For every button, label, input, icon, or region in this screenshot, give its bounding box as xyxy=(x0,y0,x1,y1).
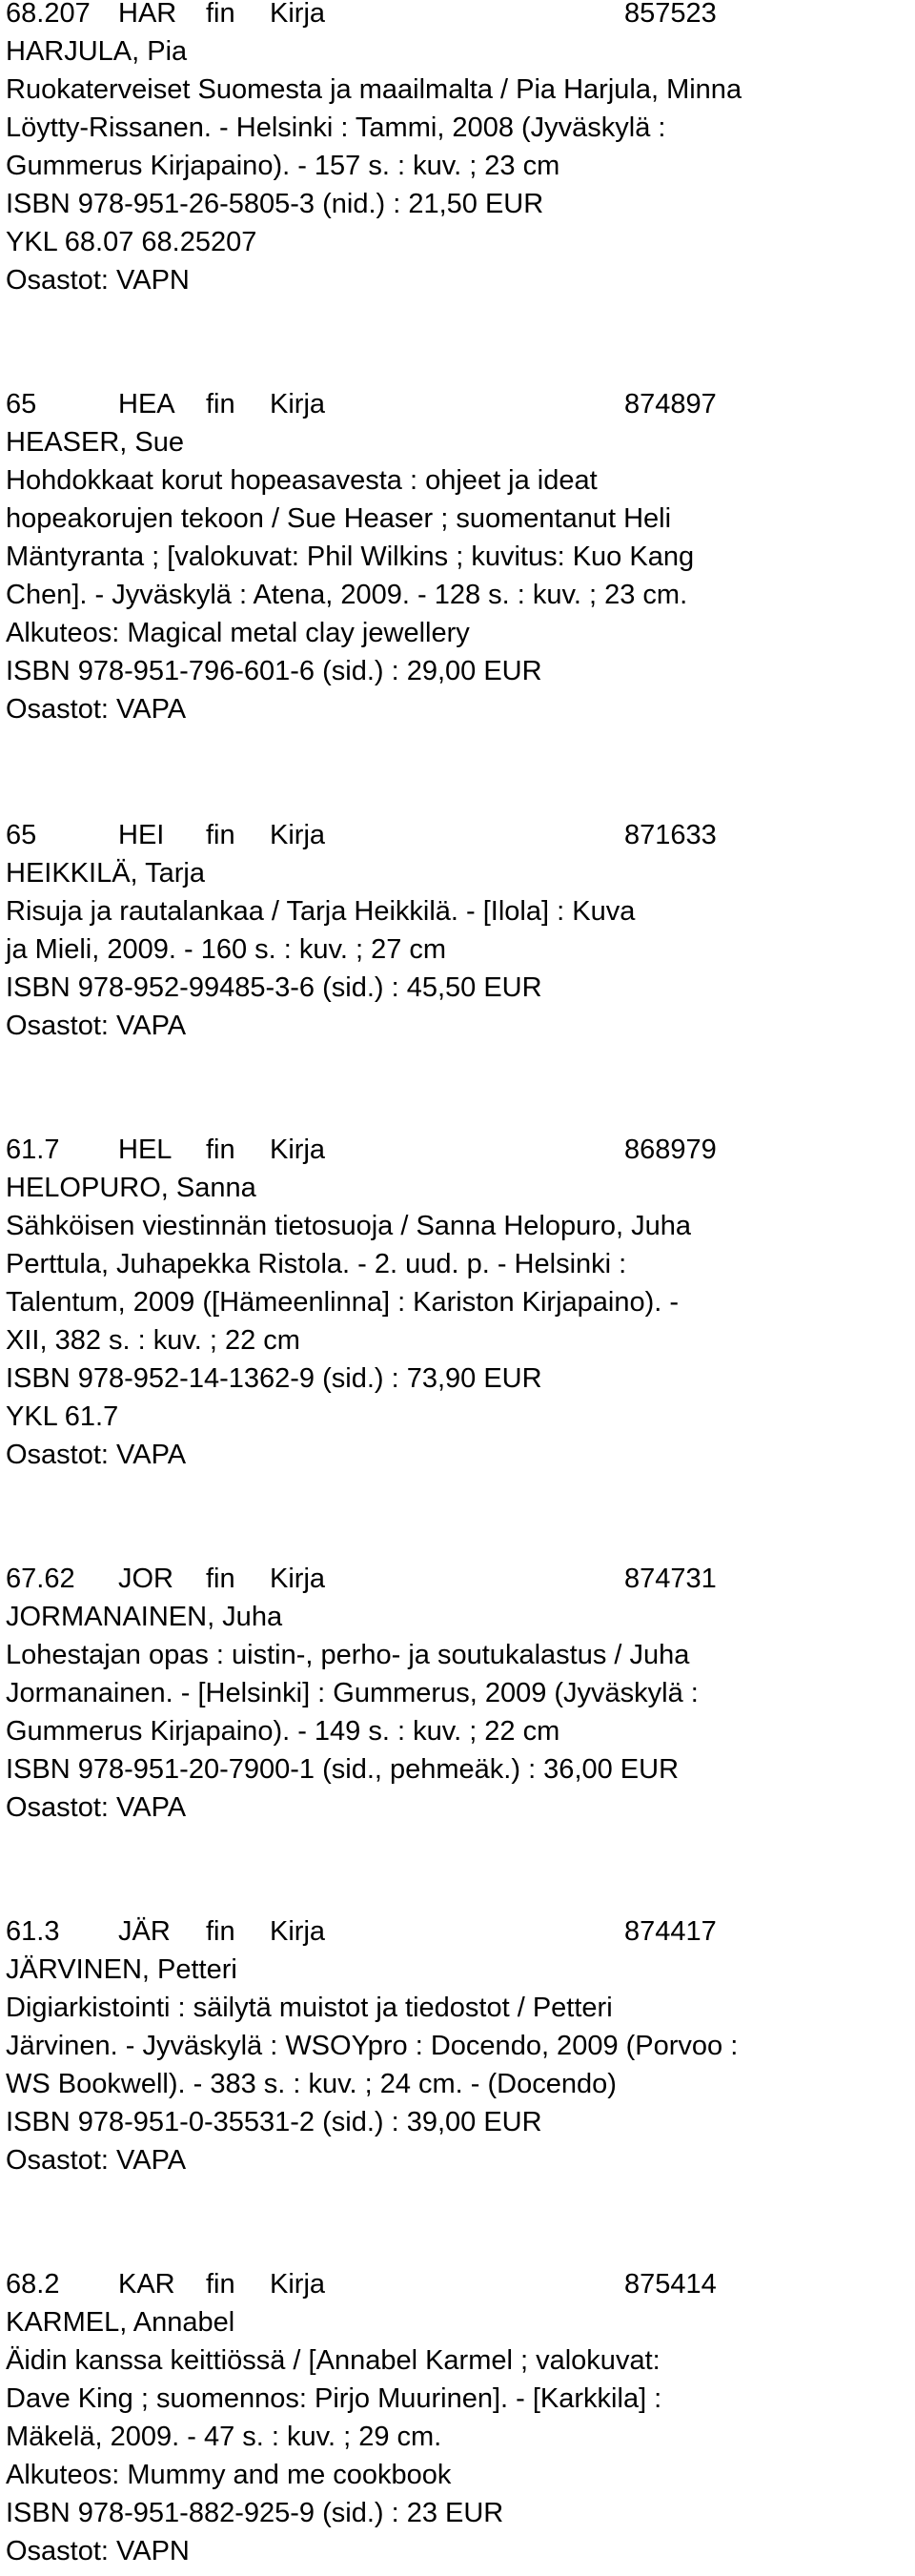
material-type: Kirja xyxy=(270,0,326,29)
entry-header xyxy=(6,816,911,854)
shelf-code: HAR xyxy=(118,0,177,29)
entry-header xyxy=(6,1560,911,1598)
entry-header xyxy=(6,2265,911,2303)
entry-departments: Osastot: VAPA xyxy=(6,694,187,725)
material-type: Kirja xyxy=(270,820,326,850)
catalog-entry xyxy=(6,816,911,1045)
entry-publication-line: WS Bookwell). - 383 s. : kuv. ; 24 cm. - (Docendo) xyxy=(6,2069,617,2099)
entry-isbn: ISBN 978-952-99485-3-6 (sid.) : 45,50 EUR xyxy=(6,972,542,1003)
entry-author: HELOPURO, Sanna xyxy=(6,1173,256,1203)
record-id: 874897 xyxy=(624,389,717,419)
entry-publication-line: Perttula, Juhapekka Ristola. - 2. uud. p. - Helsinki : xyxy=(6,1249,627,1279)
language-code: fin xyxy=(206,820,235,850)
entry-title-line: hopeakorujen tekoon / Sue Heaser ; suomentanut Heli xyxy=(6,503,672,534)
record-id: 875414 xyxy=(624,2269,717,2300)
classification-number: 68.207 xyxy=(6,0,91,29)
entry-header xyxy=(6,1912,911,1951)
material-type: Kirja xyxy=(270,1135,326,1165)
entry-publication-line: Talentum, 2009 ([Hämeenlinna] : Kariston Kirjapaino). - xyxy=(6,1287,680,1318)
entry-departments: Osastot: VAPN xyxy=(6,2536,190,2566)
classification-number: 61.7 xyxy=(6,1135,60,1165)
entry-publication-line: ja Mieli, 2009. - 160 s. : kuv. ; 27 cm xyxy=(6,934,447,965)
classification-number: 61.3 xyxy=(6,1916,60,1947)
entry-title-line: Lohestajan opas : uistin-, perho- ja soutukalastus / Juha xyxy=(6,1640,690,1670)
entry-publication-line: Löytty-Rissanen. - Helsinki : Tammi, 2008 (Jyväskylä : xyxy=(6,112,666,143)
language-code: fin xyxy=(206,389,235,419)
shelf-code: JÄR xyxy=(118,1916,171,1947)
entry-publication-line: Mäkelä, 2009. - 47 s. : kuv. ; 29 cm. xyxy=(6,2422,442,2452)
entry-departments: Osastot: VAPN xyxy=(6,265,190,296)
entry-ykl: YKL 61.7 xyxy=(6,1401,119,1432)
entry-title-line: Risuja ja rautalankaa / Tarja Heikkilä. - [Ilola] : Kuva xyxy=(6,896,636,927)
entry-isbn: ISBN 978-951-882-925-9 (sid.) : 23 EUR xyxy=(6,2498,504,2528)
record-id: 874731 xyxy=(624,1564,717,1594)
entry-title-line: Sähköisen viestinnän tietosuoja / Sanna Helopuro, Juha xyxy=(6,1211,692,1241)
language-code: fin xyxy=(206,0,235,29)
entry-publication-line: Gummerus Kirjapaino). - 157 s. : kuv. ; 23 cm xyxy=(6,151,560,181)
entry-author: HEASER, Sue xyxy=(6,427,184,458)
shelf-code: JOR xyxy=(118,1564,173,1594)
entry-original-title: Alkuteos: Mummy and me cookbook xyxy=(6,2460,452,2490)
classification-number: 68.2 xyxy=(6,2269,60,2300)
language-code: fin xyxy=(206,2269,235,2300)
record-id: 874417 xyxy=(624,1916,717,1947)
entry-isbn: ISBN 978-951-26-5805-3 (nid.) : 21,50 EUR xyxy=(6,189,544,219)
catalog-entry xyxy=(6,0,911,299)
entry-title-line: Hohdokkaat korut hopeasavesta : ohjeet ja ideat xyxy=(6,465,598,496)
entry-title-line: Dave King ; suomennos: Pirjo Muurinen]. - [Karkkila] : xyxy=(6,2383,662,2414)
entry-departments: Osastot: VAPA xyxy=(6,2145,187,2176)
entry-title-line: Mäntyranta ; [valokuvat: Phil Wilkins ; kuvitus: Kuo Kang xyxy=(6,542,695,572)
entry-header xyxy=(6,0,911,32)
entry-author: HEIKKILÄ, Tarja xyxy=(6,858,206,889)
entry-original-title: Alkuteos: Magical metal clay jewellery xyxy=(6,618,470,648)
entry-author: KARMEL, Annabel xyxy=(6,2307,235,2338)
catalog-entry xyxy=(6,1912,911,2179)
material-type: Kirja xyxy=(270,389,326,419)
entry-departments: Osastot: VAPA xyxy=(6,1792,187,1823)
entry-header xyxy=(6,385,911,423)
entry-author: JORMANAINEN, Juha xyxy=(6,1602,283,1632)
entry-title-line: Äidin kanssa keittiössä / [Annabel Karmel ; valokuvat: xyxy=(6,2345,661,2376)
shelf-code: HEL xyxy=(118,1135,173,1165)
classification-number: 67.62 xyxy=(6,1564,75,1594)
entry-isbn: ISBN 978-952-14-1362-9 (sid.) : 73,90 EUR xyxy=(6,1363,542,1394)
classification-number: 65 xyxy=(6,389,37,419)
entry-isbn: ISBN 978-951-796-601-6 (sid.) : 29,00 EUR xyxy=(6,656,542,686)
entry-publication-line: Järvinen. - Jyväskylä : WSOYpro : Docendo, 2009 (Porvoo : xyxy=(6,2031,739,2061)
language-code: fin xyxy=(206,1916,235,1947)
entry-publication-line: Chen]. - Jyväskylä : Atena, 2009. - 128 s. : kuv. ; 23 cm. xyxy=(6,580,688,610)
entry-author: HARJULA, Pia xyxy=(6,36,188,67)
material-type: Kirja xyxy=(270,2269,326,2300)
shelf-code: KAR xyxy=(118,2269,175,2300)
language-code: fin xyxy=(206,1564,235,1594)
catalog-entry xyxy=(6,1131,911,1474)
entry-header xyxy=(6,1131,911,1169)
shelf-code: HEA xyxy=(118,389,175,419)
record-id: 871633 xyxy=(624,820,717,850)
entry-title-line: Ruokaterveiset Suomesta ja maailmalta / Pia Harjula, Minna xyxy=(6,74,742,105)
classification-number: 65 xyxy=(6,820,37,850)
entry-publication-line: Jormanainen. - [Helsinki] : Gummerus, 2009 (Jyväskylä : xyxy=(6,1678,699,1708)
entry-ykl: YKL 68.07 68.25207 xyxy=(6,227,257,257)
material-type: Kirja xyxy=(270,1916,326,1947)
record-id: 857523 xyxy=(624,0,717,29)
shelf-code: HEI xyxy=(118,820,165,850)
material-type: Kirja xyxy=(270,1564,326,1594)
catalog-entry xyxy=(6,2265,911,2570)
record-id: 868979 xyxy=(624,1135,717,1165)
entry-title-line: Digiarkistointi : säilytä muistot ja tiedostot / Petteri xyxy=(6,1993,613,2023)
entry-departments: Osastot: VAPA xyxy=(6,1440,187,1470)
entry-departments: Osastot: VAPA xyxy=(6,1011,187,1041)
catalog-entry xyxy=(6,1560,911,1827)
language-code: fin xyxy=(206,1135,235,1165)
entry-author: JÄRVINEN, Petteri xyxy=(6,1954,237,1985)
catalog-entry xyxy=(6,385,911,728)
entry-isbn: ISBN 978-951-20-7900-1 (sid., pehmeäk.) : 36,00 EUR xyxy=(6,1754,680,1785)
entry-isbn: ISBN 978-951-0-35531-2 (sid.) : 39,00 EUR xyxy=(6,2107,542,2137)
entry-publication-line: Gummerus Kirjapaino). - 149 s. : kuv. ; 22 cm xyxy=(6,1716,560,1747)
entry-publication-line: XII, 382 s. : kuv. ; 22 cm xyxy=(6,1325,300,1356)
